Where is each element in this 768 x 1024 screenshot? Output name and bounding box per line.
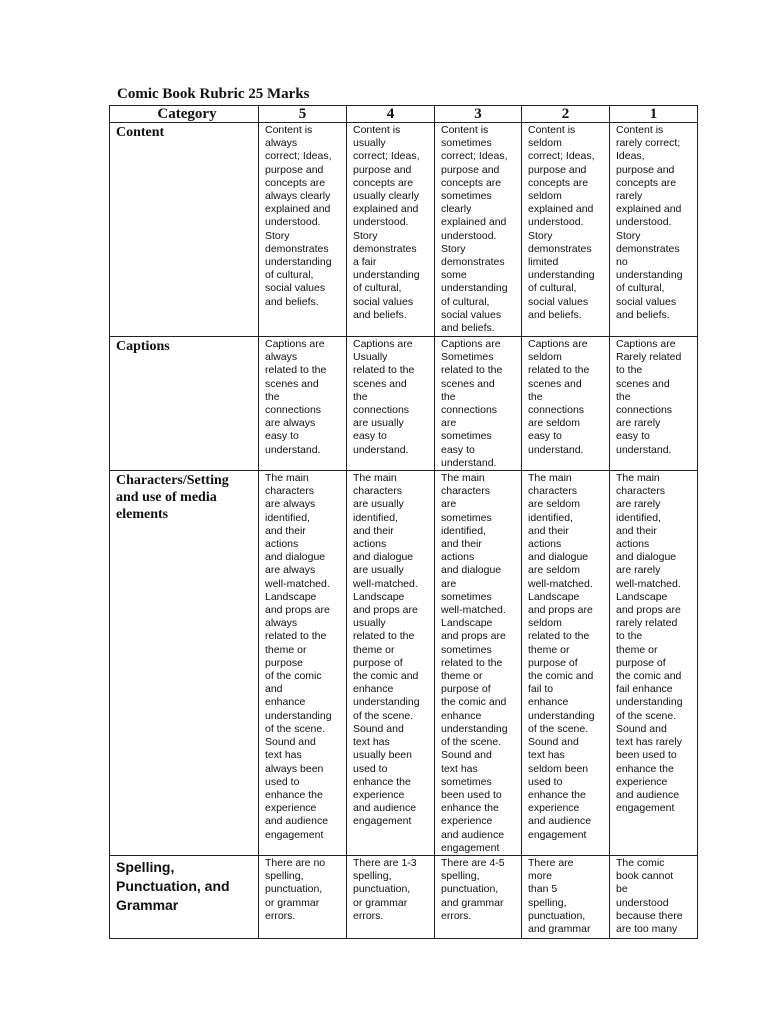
- header-score-2: 2: [522, 106, 610, 123]
- rubric-cell: Content is sometimes correct; Ideas, purpose and concepts are sometimes clearly explained and understood. Story demonstrates some understanding of cultural, social values and beliefs.: [435, 123, 522, 337]
- rubric-cell: The main characters are sometimes identified, and their actions and dialogue are sometimes well-matched. Landscape and props are sometimes related to the theme or purpose of the comic and enhance understanding of the scene. Sound and text has sometimes been used to enhance the experience and audience engagement: [435, 471, 522, 856]
- rubric-cell: The main characters are usually identified, and their actions and dialogue are usually well-matched. Landscape and props are usually related to the theme or purpose of the comic and enhance understanding of the scene. Sound and text has usually been used to enhance the experience and audience engagement: [347, 471, 435, 856]
- rubric-cell: Content is always correct; Ideas, purpose and concepts are always clearly explained and understood. Story demonstrates understanding of cultural, social values and beliefs.: [259, 123, 347, 337]
- category-content: Content: [110, 123, 259, 337]
- rubric-cell: There are 4-5 spelling, punctuation, and grammar errors.: [435, 855, 522, 938]
- table-row: [110, 471, 698, 856]
- header-score-4: 4: [347, 106, 435, 123]
- rubric-cell: The main characters are rarely identified, and their actions and dialogue are rarely well-matched. Landscape and props are rarely related to the theme or purpose of the comic and fail enhance understanding of the scene. Sound and text has rarely been used to enhance the experience and audience engagement: [610, 471, 698, 856]
- category-captions: Captions: [110, 337, 259, 471]
- header-row: [110, 106, 698, 123]
- category-characters-setting: Characters/Setting and use of media elements: [110, 471, 259, 856]
- rubric-cell: Captions are always related to the scenes and the connections are always easy to understand.: [259, 337, 347, 471]
- table-row: [110, 123, 698, 337]
- header-score-5: 5: [259, 106, 347, 123]
- rubric-cell: There are no spelling, punctuation, or grammar errors.: [259, 855, 347, 938]
- table-row: [110, 855, 698, 938]
- rubric-cell: The main characters are always identified, and their actions and dialogue are always well-matched. Landscape and props are always related to the theme or purpose of the comic and enhance understanding of the scene. Sound and text has always been used to enhance the experience and audience engagement: [259, 471, 347, 856]
- rubric-cell: Captions are Usually related to the scenes and the connections are usually easy to understand.: [347, 337, 435, 471]
- rubric-table: [109, 105, 698, 939]
- header-score-1: 1: [610, 106, 698, 123]
- rubric-cell: There are more than 5 spelling, punctuation, and grammar: [522, 855, 610, 938]
- rubric-cell: The comic book cannot be understood because there are too many: [610, 855, 698, 938]
- rubric-cell: Captions are seldom related to the scenes and the connections are seldom easy to understand.: [522, 337, 610, 471]
- table-row: [110, 337, 698, 471]
- header-score-3: 3: [435, 106, 522, 123]
- rubric-cell: Content is rarely correct; Ideas, purpose and concepts are rarely explained and understood. Story demonstrates no understanding of cultural, social values and beliefs.: [610, 123, 698, 337]
- category-spelling: Spelling, Punctuation, and Grammar: [110, 855, 259, 938]
- rubric-cell: Content is usually correct; Ideas, purpose and concepts are usually clearly explained and understood. Story demonstrates a fair understanding of cultural, social values and beliefs.: [347, 123, 435, 337]
- page-title: Comic Book Rubric 25 Marks: [117, 86, 310, 102]
- rubric-cell: Captions are Sometimes related to the scenes and the connections are sometimes easy to understand.: [435, 337, 522, 471]
- rubric-cell: Content is seldom correct; Ideas, purpose and concepts are seldom explained and understood. Story demonstrates limited understanding of cultural, social values and beliefs.: [522, 123, 610, 337]
- rubric-cell: There are 1-3 spelling, punctuation, or grammar errors.: [347, 855, 435, 938]
- rubric-cell: Captions are Rarely related to the scenes and the connections are rarely easy to understand.: [610, 337, 698, 471]
- header-category: Category: [110, 106, 259, 123]
- rubric-cell: The main characters are seldom identified, and their actions and dialogue are seldom well-matched. Landscape and props are seldom related to the theme or purpose of the comic and fail to enhance understanding of the scene. Sound and text has seldom been used to enhance the experience and audience engagement: [522, 471, 610, 856]
